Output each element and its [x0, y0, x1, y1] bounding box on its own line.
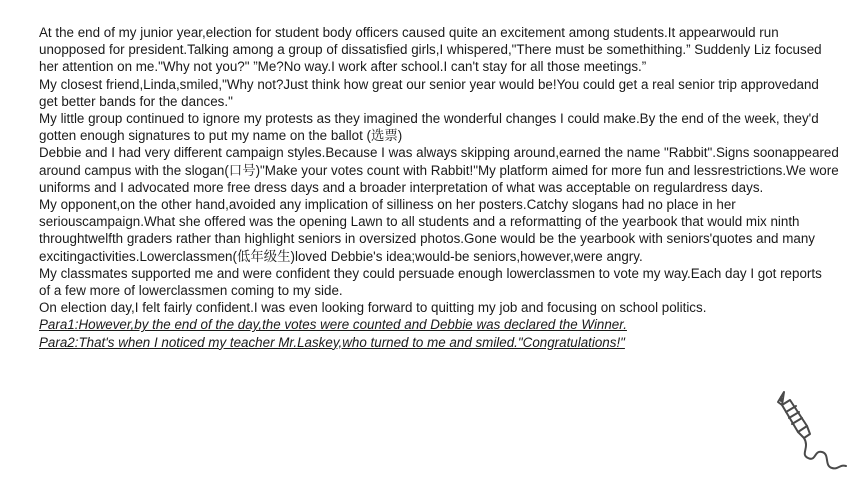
story-paragraph-2: My closest friend,Linda,smiled,"Why not?Just think how great our senior year would be!You could get a real senior trip approvedand get better bands for the dances." — [39, 76, 819, 109]
story-paragraph-1: At the end of my junior year,election for student body officers caused quite an excitement among students.It appearwould run unopposed for president.Talking among a group of dissatisfied girls,I whispered,"There must be somethithing.” Suddenly Liz focused her attention on me."Why not you?" ”Me?No way.I work after school.I can't stay for all those meetings.” — [39, 25, 822, 75]
story-paragraph-8: On election day,I felt fairly confident.I was even looking forward to quitting my job and focusing on school politics. — [39, 300, 707, 316]
story-paragraph-4: Debbie and I had very different campaign styles.Because I was always skipping around,earned the name "Rabbit".Signs soonappeared around campus with the slogan(口号)"Make your votes count with Rabbit!"My platform aimed for more fun and lessrestrictions.We wore uniforms and I advocated more free dress days and a broader interpretation of what was acceptable on regulardress days. — [39, 145, 839, 195]
continuation-para-2: Para2:That's when I noticed my teacher Mr.Laskey,who turned to me and smiled."Congratulations!" — [39, 334, 625, 350]
fountain-pen-icon — [770, 388, 850, 474]
continuation-para-1: Para1:However,by the end of the day,the votes were counted and Debbie was declared the Winner. — [39, 317, 627, 333]
story-paragraph-6: My classmates supported me and were confident they could persuade enough lowerclassmen to vote my way.Each day I got reports — [39, 265, 822, 281]
essay-document — [39, 24, 839, 351]
story-paragraph-3: My little group continued to ignore my protests as they imagined the wonderful changes I could make.By the end of the week, they'd gotten enough signatures to put my name on the ballot (选票) — [39, 111, 819, 144]
story-paragraph-7: of a few more of lowerclassmen coming to my side. — [39, 283, 343, 299]
story-paragraph-5: My opponent,on the other hand,avoided any implication of silliness on her posters.Catchy slogans had no place in her seriouscampaign.What she offered was the opening Lawn to all students and a reformatting of the yearbook that would mix ninth throughtwelfth graders rather than highlight seniors in oversized photos.Gone would be the yearbook with seniors'quotes and many excitingactivities.Lowerclassmen(低年级生)loved Debbie's idea;would-be seniors,however,were angry. — [39, 197, 815, 264]
